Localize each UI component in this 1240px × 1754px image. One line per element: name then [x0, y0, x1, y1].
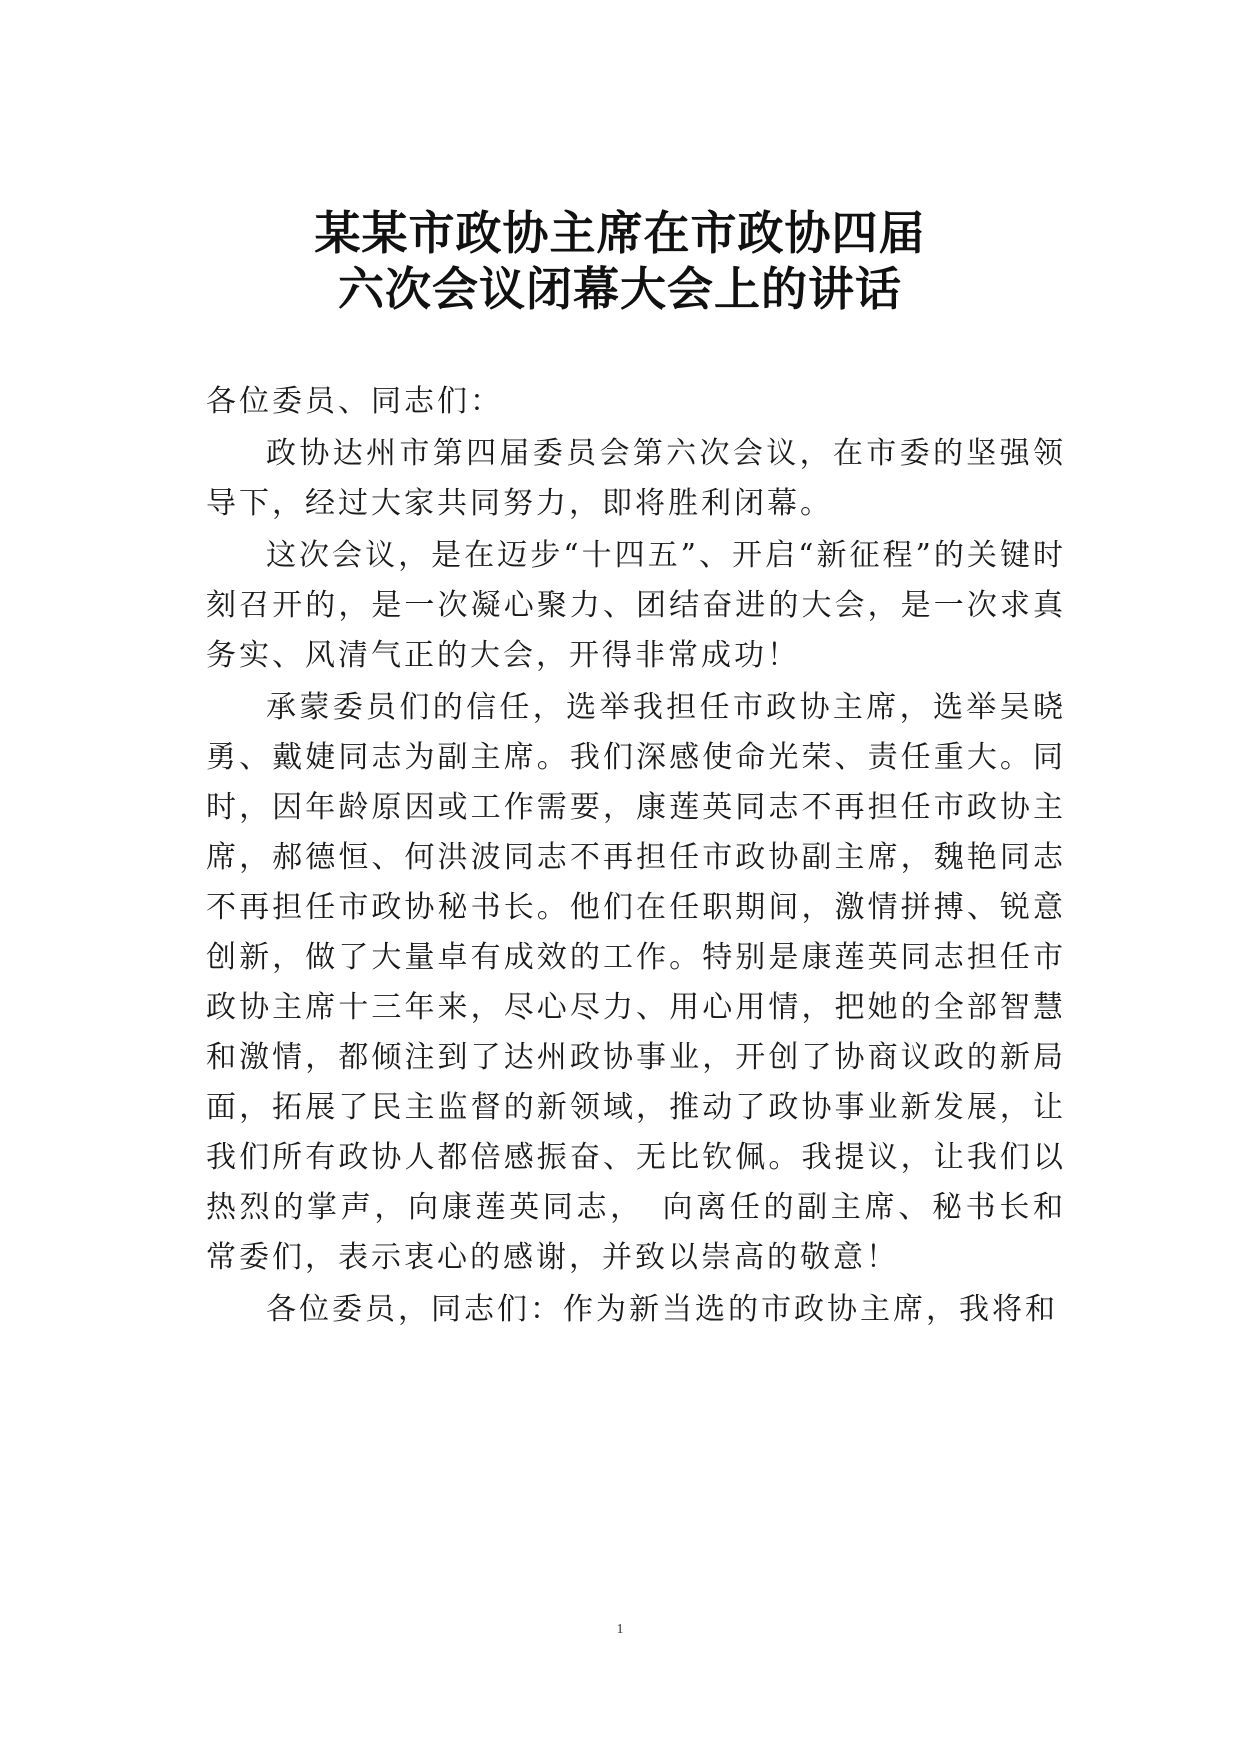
title-line-2: 六次会议闭幕大会上的讲话 [338, 262, 902, 316]
document-body [206, 377, 1066, 1337]
salutation: 各位委员、同志们： [206, 384, 503, 419]
title-line-1: 某某市政协主席在市政协四届 [314, 206, 926, 260]
paragraph-2: 这次会议，是在迈步“十四五”、开启“新征程”的关键时刻召开的，是一次凝心聚力、团结奋进的大会，是一次求真务实、风清气正的大会，开得非常成功！ [206, 538, 1066, 673]
paragraph-1: 政协达州市第四届委员会第六次会议，在市委的坚强领导下，经过大家共同努力，即将胜利闭幕。 [206, 436, 1066, 521]
page-number: 1 [616, 1622, 624, 1637]
paragraph-3: 承蒙委员们的信任，选举我担任市政协主席，选举吴晓勇、戴婕同志为副主席。我们深感使命光荣、责任重大。同时，因年龄原因或工作需要，康莲英同志不再担任市政协主席，郝德恒、何洪波同志不再担任市政协副主席，魏艳同志不再担任市政协秘书长。他们在任职期间，激情拼搏、锐意创新，做了大量卓有成效的工作。特别是康莲英同志担任市政协主席十三年来，尽心尽力、用心用情，把她的全部智慧和激情，都倾注到了达州政协事业，开创了协商议政的新局面，拓展了民主监督的新领域，推动了政协事业新发展，让我们所有政协人都倍感振奋、无比钦佩。我提议，让我们以热烈的掌声，向康莲英同志， 向离任的副主席、秘书长和常委们，表示衷心的感谢，并致以崇高的敬意！ [206, 690, 1066, 1275]
document-title [0, 205, 1240, 317]
paragraph-4: 各位委员，同志们：作为新当选的市政协主席，我将和 [266, 1292, 1058, 1327]
